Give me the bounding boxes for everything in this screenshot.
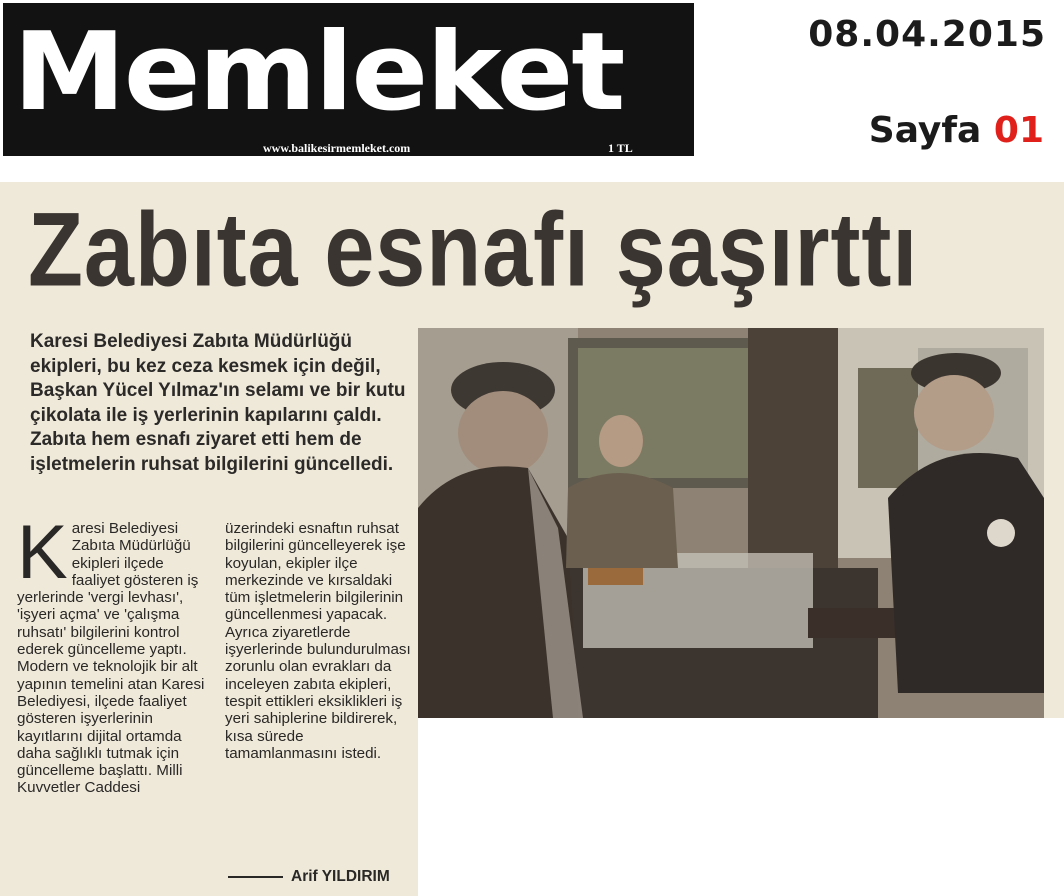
masthead — [3, 3, 694, 156]
author-name: Arif YILDIRIM — [291, 868, 390, 885]
website-url: www.balikesirmemleket.com — [263, 141, 411, 155]
newspaper-logo: Memleket — [13, 10, 624, 135]
issue-date: 08.04.2015 — [808, 14, 1046, 55]
page-label: Sayfa — [868, 110, 982, 151]
author-byline — [228, 868, 390, 886]
drop-cap: K — [17, 510, 68, 595]
byline-rule — [228, 876, 283, 878]
page-margin — [418, 718, 1064, 896]
article-column-1 — [17, 510, 212, 797]
price: 1 TL — [608, 141, 633, 155]
article-lead: Karesi Belediyesi Zabıta Müdürlüğü ekipleri, bu kez ceza kesmek için değil, Başkan Yücel Yılmaz'ın selamı ve bir kutu çikolata ile iş yerlerinin kapılarını çaldı. Zabıta hem esnafı ziyaret etti hem de işletmelerin ruhsat bilgilerini güncelledi. — [30, 331, 406, 475]
page-indicator — [869, 110, 1044, 151]
column-1-text: aresi Belediyesi Zabıta Müdürlüğü ekipleri ilçede faaliyet gösteren iş yerlerinde 'vergi levhası', 'işyeri açma' ve 'çalışma ruhsatı' bilgilerini kontrol ederek güncelleme yaptı. Modern ve teknolojik bir alt yapının temelini atan Karesi Belediyesi, ilçede faaliyet gösteren işyerlerinin kayıtlarını dijital ortamda daha sağlıklı tutmak için güncelleme başlattı. Milli Kuvvetler Caddesi — [17, 520, 205, 797]
page-number: 01 — [993, 110, 1044, 151]
article-photo — [418, 328, 1044, 718]
article-headline: Zabıta esnafı şaşırttı — [28, 191, 919, 309]
article-column-2: üzerindeki esnaftın ruhsat bilgilerini güncelleyerek işe koyulan, ekipler ilçe merkezinde ve kırsaldaki tüm işletmelerin bilgilerinin güncellenmesi yapacak. Ayrıca ziyaretlerde işyerlerinde bulundurulması zorunlu olan evrakları da inceleyen zabıta ekipleri, tespit ettikleri eksiklikleri iş yeri sahiplerine bildirerek, kısa sürede tamamlanmasını istedi. — [225, 520, 411, 762]
